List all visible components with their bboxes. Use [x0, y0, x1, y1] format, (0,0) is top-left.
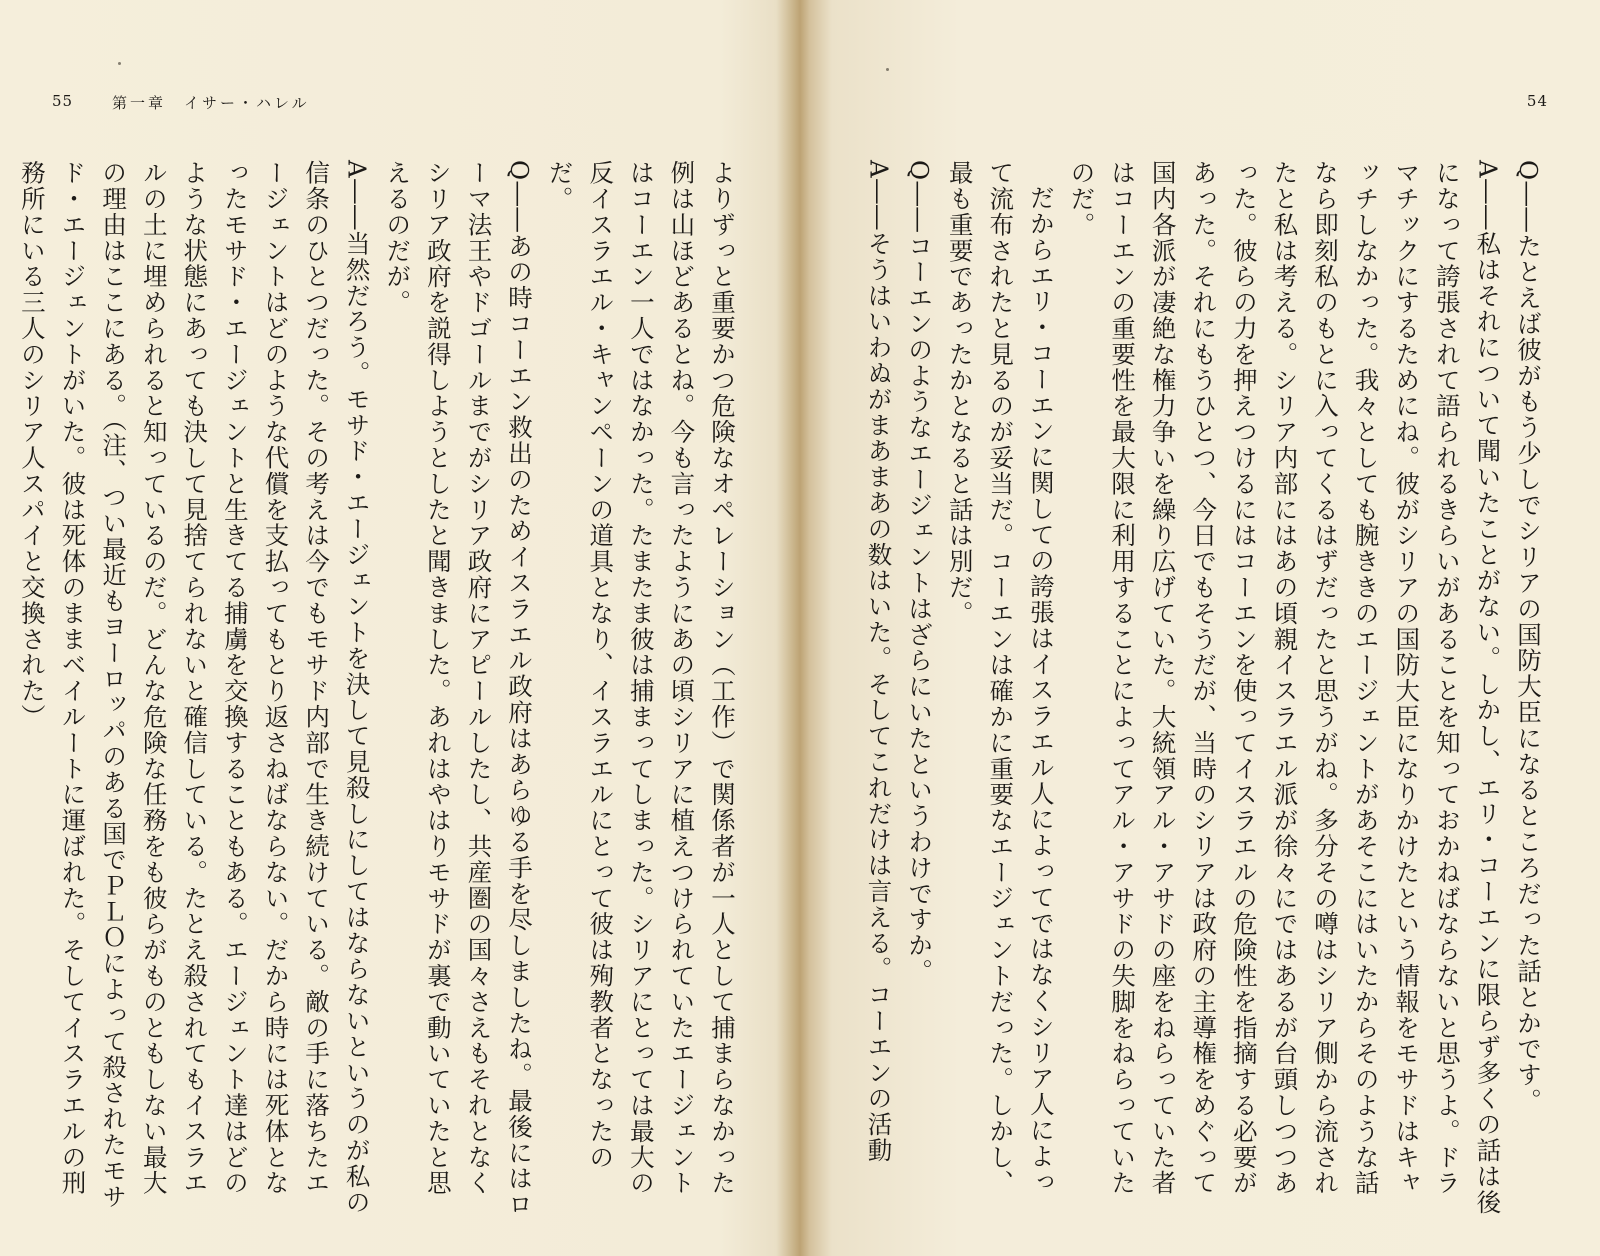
right-page: [800, 0, 1600, 1256]
paragraph: だからエリ・コーエンに関しての誇張はイスラエル人によってではなくシリア人によって流布されたと見るのが妥当だ。コーエンは確かに重要なエージェントだった。しかし、最も重要であったかとなると話は別だ。: [945, 160, 1056, 1196]
running-header: 第一章 イサー・ハレル: [112, 94, 310, 112]
paragraph: Q――たとえば彼がもう少しでシリアの国防大臣になるところだった話とかです。: [1514, 160, 1543, 1114]
speck: [118, 62, 121, 65]
paragraph: よりずっと重要かつ危険なオペレーション（工作）で関係者が一人として捕まらなかった例は山ほどあるとね。今も言ったようにあの頃シリアに植えつけられていたエージェントはコーエン一人ではなかった。たまたま彼は捕まってしまった。シリアにとっては最大の反イスラエル・キャンペーンの道具となり、イスラエルにとって彼は殉教者となったのだ。: [545, 160, 737, 1196]
body-text: [17, 160, 742, 1220]
speck: [886, 68, 889, 71]
paragraph: A――当然だろう。モサド・エージェントを決して見殺しにしてはならないというのが私の信条のひとつだった。その考えは今でもモサド内部で生き続けている。敵の手に落ちたエージェントはどのような代償を支払ってもとり返さねばならない。だから時には死体となったモサド・エージェントと生きてる捕虜を交換することもある。エージェント達はどのような状態にあっても決して見捨てられないと確信している。たとえ殺されてもイスラエルの土に埋められると知っているのだ。どんな危険な任務をも彼らがものともしない最大の理由はここにある。（注、つい最近もヨーロッパのある国でＰＬＯによって殺されたモサド・エージェントがいた。彼は死体のままベイルートに運ばれた。そしてイスラエルの刑務所にいる三人のシリア人スパイと交換された）: [17, 160, 372, 1216]
paragraph: A――私はそれについて聞いたことがない。しかし、エリ・コーエンに限らず多くの話は後になって誇張されて語られるきらいがあることを知っておかねばならないと思うよ。ドラマチックにするためにね。彼がシリアの国防大臣になりかけたという情報をモサドはキャッチしなかった。我々としても腕ききのエージェントがあそこにはいたからそのような話なら即刻私のもとに入ってくるはずだったと思うがね。多分その噂はシリア側から流されたと私は考える。シリア内部にはあの頃親イスラエル派が徐々にではあるが台頭しつつあった。彼らの力を押えつけるにはコーエンを使ってイスラエルの危険性を指摘する必要があった。それにもうひとつ、今日でもそうだが、当時のシリアは政府の主導権をめぐって国内各派が凄絶な権力争いを繰り広げていた。大統領アル・アサドの座をねらっていた者はコーエンの重要性を最大限に利用することによってアル・アサドの失脚をねらっていたのだ。: [1067, 160, 1503, 1216]
page-number: 55: [52, 92, 74, 110]
paragraph: Q――あの時コーエン救出のためイスラエル政府はあらゆる手を尽しましたね。最後にはローマ法王やドゴールまでがシリア政府にアピールしたし、共産圏の国々さえもそれとなくシリア政府を説得しようとしたと聞きました。あれはやはりモサドが裏で動いていたと思えるのだが。: [383, 160, 535, 1218]
page-number: 54: [1526, 92, 1548, 110]
paragraph: Q――コーエンのようなエージェントはざらにいたというわけですか。: [905, 160, 935, 985]
paragraph: A――そうはいわぬがまあまあの数はいた。そしてこれだけは言える。コーエンの活動: [864, 160, 894, 1164]
body-text: [858, 160, 1548, 1220]
